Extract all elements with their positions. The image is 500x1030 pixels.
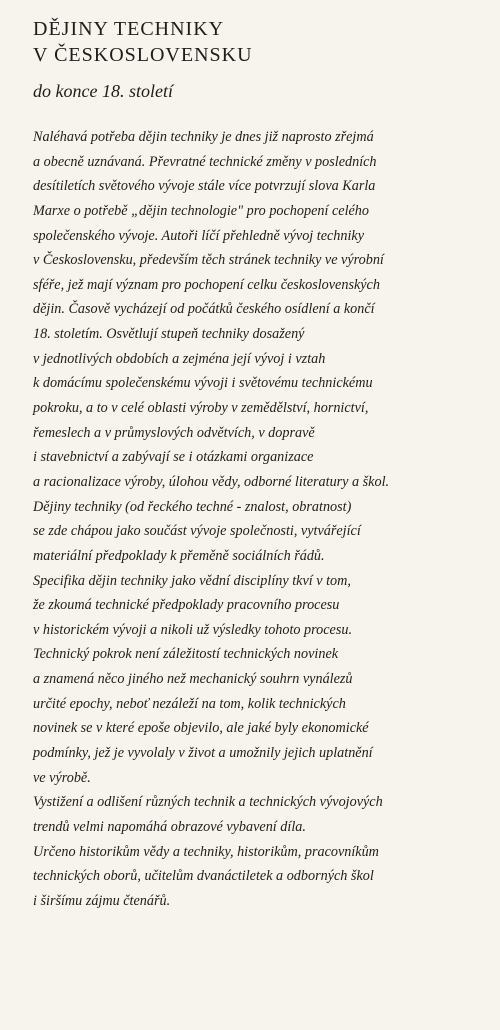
blurb-line: společenského vývoje. Autoři líčí přehledně vývoj techniky — [33, 227, 365, 244]
blurb-line: Specifika dějin techniky jako vědní disciplíny tkví v tom, — [33, 572, 351, 589]
blurb-line: technických oborů, učitelům dvanáctiletek a odborných škol — [33, 868, 374, 885]
blurb-line: materiální předpoklady k přeměně sociálních řádů. — [33, 547, 325, 564]
blurb-line: ve výrobě. — [33, 769, 91, 786]
blurb-line: že zkoumá technické předpoklady pracovního procesu — [33, 597, 340, 614]
book-title-line-2: V ČESKOSLOVENSKU — [33, 44, 253, 66]
blurb-line: Naléhavá potřeba dějin techniky je dnes již naprosto zřejmá — [33, 129, 374, 145]
blurb-line: k domácímu společenskému vývoji i světovému technickému — [33, 375, 373, 392]
blurb-line: určité epochy, neboť nezáleží na tom, kolik technických — [33, 695, 346, 712]
blurb-line: i širšímu zájmu čtenářů. — [33, 892, 171, 909]
blurb-line: Technický pokrok není záležitostí technických novinek — [33, 646, 339, 663]
blurb-line: novinek se v které epoše objevilo, ale jaké byly ekonomické — [33, 720, 369, 737]
blurb-text — [33, 125, 495, 914]
blurb-line: pokroku, a to v celé oblasti výroby v zemědělství, hornictví, — [33, 400, 369, 417]
book-title — [33, 16, 253, 68]
blurb-line: 18. stoletím. Osvětlují stupeň techniky dosažený — [33, 326, 305, 343]
blurb-line: v historickém vývoji a nikoli už výsledky tohoto procesu. — [33, 621, 352, 638]
blurb-line: a obecně uznávaná. Převratné technické změny v posledních — [33, 153, 377, 170]
blurb-line: Dějiny techniky (od řeckého techné - znalost, obratnost) — [33, 498, 352, 515]
book-title-line-1: DĚJINY TECHNIKY — [33, 18, 225, 40]
blurb-line: desítiletích světového vývoje stále více potvrzují slova Karla — [33, 178, 376, 195]
blurb-line: Marxe o potřebě „dějin technologie" pro pochopení celého — [33, 202, 369, 219]
blurb-line: se zde chápou jako součást vývoje společnosti, vytvářející — [33, 523, 361, 540]
blurb-line: v jednotlivých obdobích a zejména její vývoj i vztah — [33, 350, 326, 367]
blurb-line: podmínky, jež je vyvolaly v život a umožnily jejich uplatnění — [33, 745, 373, 762]
blurb-line: a znamená něco jiného než mechanický souhrn vynálezů — [33, 671, 353, 688]
blurb-line: sféře, jež mají význam pro pochopení celku československých — [33, 276, 380, 293]
blurb-line: Určeno historikům vědy a techniky, historikům, pracovníkům — [33, 843, 379, 860]
blurb-line: Vystižení a odlišení různých technik a technických vývojových — [33, 794, 383, 811]
blurb-line: a racionalizace výroby, úlohou vědy, odborné literatury a škol. — [33, 473, 390, 490]
blurb-line: i stavebnictví a zabývají se i otázkami organizace — [33, 449, 314, 466]
blurb-line: dějin. Časově vycházejí od počátků českého osídlení a končí — [33, 301, 375, 318]
blurb-line: trendů velmi napomáhá obrazové vybavení díla. — [33, 818, 306, 835]
blurb-line: řemeslech a v průmyslových odvětvích, v dopravě — [33, 424, 315, 441]
book-subtitle: do konce 18. století — [33, 81, 173, 101]
blurb-line: v Československu, především těch stránek techniky ve výrobní — [33, 252, 384, 269]
